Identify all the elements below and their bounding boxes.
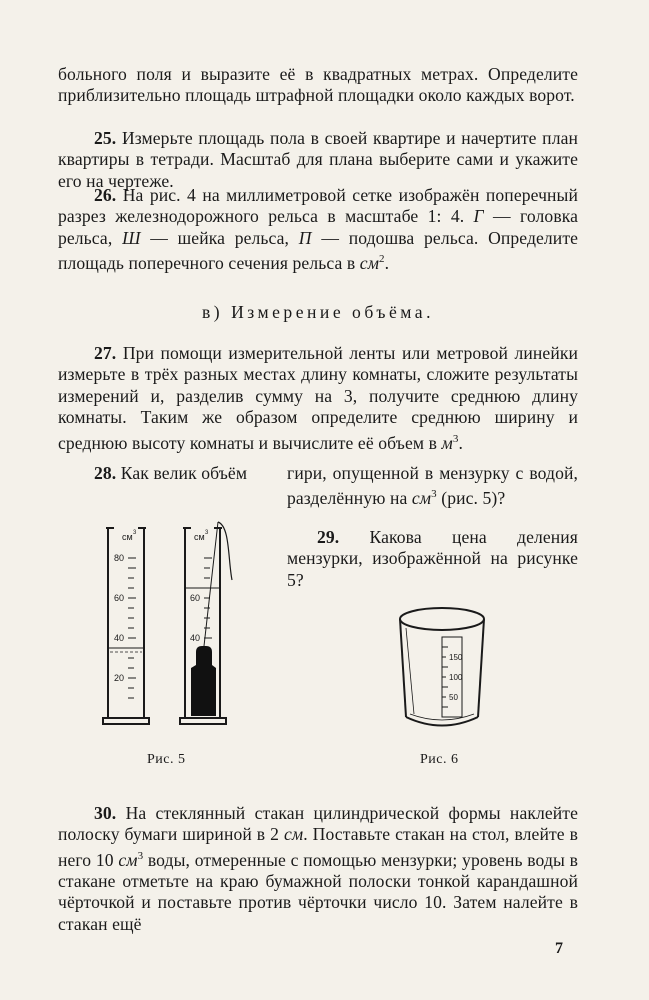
tick-label: 150 [449,653,463,662]
label-sh: Ш [122,227,141,248]
unit-sup: 3 [205,530,209,536]
task-25 [58,128,578,192]
task-text: гири, опущенной в мензурку с водой, разделённую на [287,463,578,509]
task-28-body [287,463,578,510]
task-26 [58,185,578,274]
figure-6 [392,602,492,737]
task-text: — подошва рельса. Определите площадь поперечного сечения рельса в [58,227,579,274]
punct: . [384,253,390,274]
task-text: — головка рельса, [58,206,579,248]
graduated-cylinder-empty [103,528,149,724]
label-p: П [298,227,312,248]
task-number: 25. [94,128,117,148]
task-text: На рис. 4 на миллиметровой сетке изображён поперечный разрез железнодорожного рельса в масштабе 1: 4. [58,185,578,227]
task-number: 28. [94,463,117,483]
tick-label: 80 [114,553,125,563]
unit-label: см [122,532,133,542]
unit: см [359,253,380,274]
label-g: Г [473,206,484,227]
unit-sup: 2 [379,253,385,266]
figure-5 [100,520,250,735]
task-number: 30. [94,803,117,823]
tick-label: 40 [114,633,125,643]
tick-label: 100 [449,673,463,682]
weight [191,646,216,716]
unit: см [118,849,138,870]
section-subheading: в) Измерение объёма. [202,302,434,322]
unit: м [441,432,453,453]
task-28-lead [94,463,274,484]
task-number: 27. [94,343,117,363]
tick-label: 60 [190,593,201,603]
figure-5-caption: Рис. 5 [147,752,186,767]
unit-sup: 3 [133,530,137,536]
unit: см [283,824,304,845]
task-text: Какова цена деления мензурки, изображённой на рисунке 5? [287,527,578,590]
tick-label: 50 [449,693,458,702]
task-text: При помощи измерительной ленты или метровой линейки измерьте в трёх разных местах длину комнаты, сложите результаты измерений и, разделив сумму на 3, получите среднюю длину комнаты. Таким же образом определите среднюю ширину и среднюю высоту комнаты и вычислите её объем в [58,343,579,453]
task-number: 26. [94,185,117,205]
unit: см [411,488,432,509]
intro-text: больного поля и выразите её в квадратных метрах. Определите приблизительно площадь штрафной площадки около каждых ворот. [58,64,578,106]
task-30 [58,803,578,935]
unit-sup: 3 [452,432,459,445]
punct: . [458,432,463,453]
task-text: — шейка рельса, [150,227,290,248]
task-text: . Поставьте стакан на стол, влейте в него 10 [58,824,578,870]
task-text: воды, отмеренные с помощью мензурки; уровень воды в стакане отметьте на краю бумажной полоски тонкой карандашной чёрточкой и поставьте против чёрточки число 10. Затем налейте в стакан ещё [58,849,578,934]
task-text: Как велик объём [120,463,248,483]
unit-sup: 3 [431,488,437,501]
task-text: Измерьте площадь пола в своей квартире и начертите план квартиры в тетради. Масштаб для плана выберите сами и укажите его на чертеже. [58,128,578,191]
glass-beaker [400,608,484,726]
tick-label: 60 [114,593,125,603]
task-text: (рис. 5)? [441,488,506,509]
task-number: 29. [317,527,340,547]
task-27 [58,343,578,454]
unit-label: см [194,532,205,542]
tick-label: 20 [114,673,125,683]
tick-label: 40 [190,633,201,643]
page-number: 7 [555,940,563,957]
task-29 [287,527,578,591]
unit-sup: 3 [137,849,144,862]
figure-6-caption: Рис. 6 [420,752,459,767]
paragraph-intro [58,64,578,107]
task-text: На стеклянный стакан цилиндрической формы наклейте полоску бумаги шириной в 2 [58,803,578,845]
